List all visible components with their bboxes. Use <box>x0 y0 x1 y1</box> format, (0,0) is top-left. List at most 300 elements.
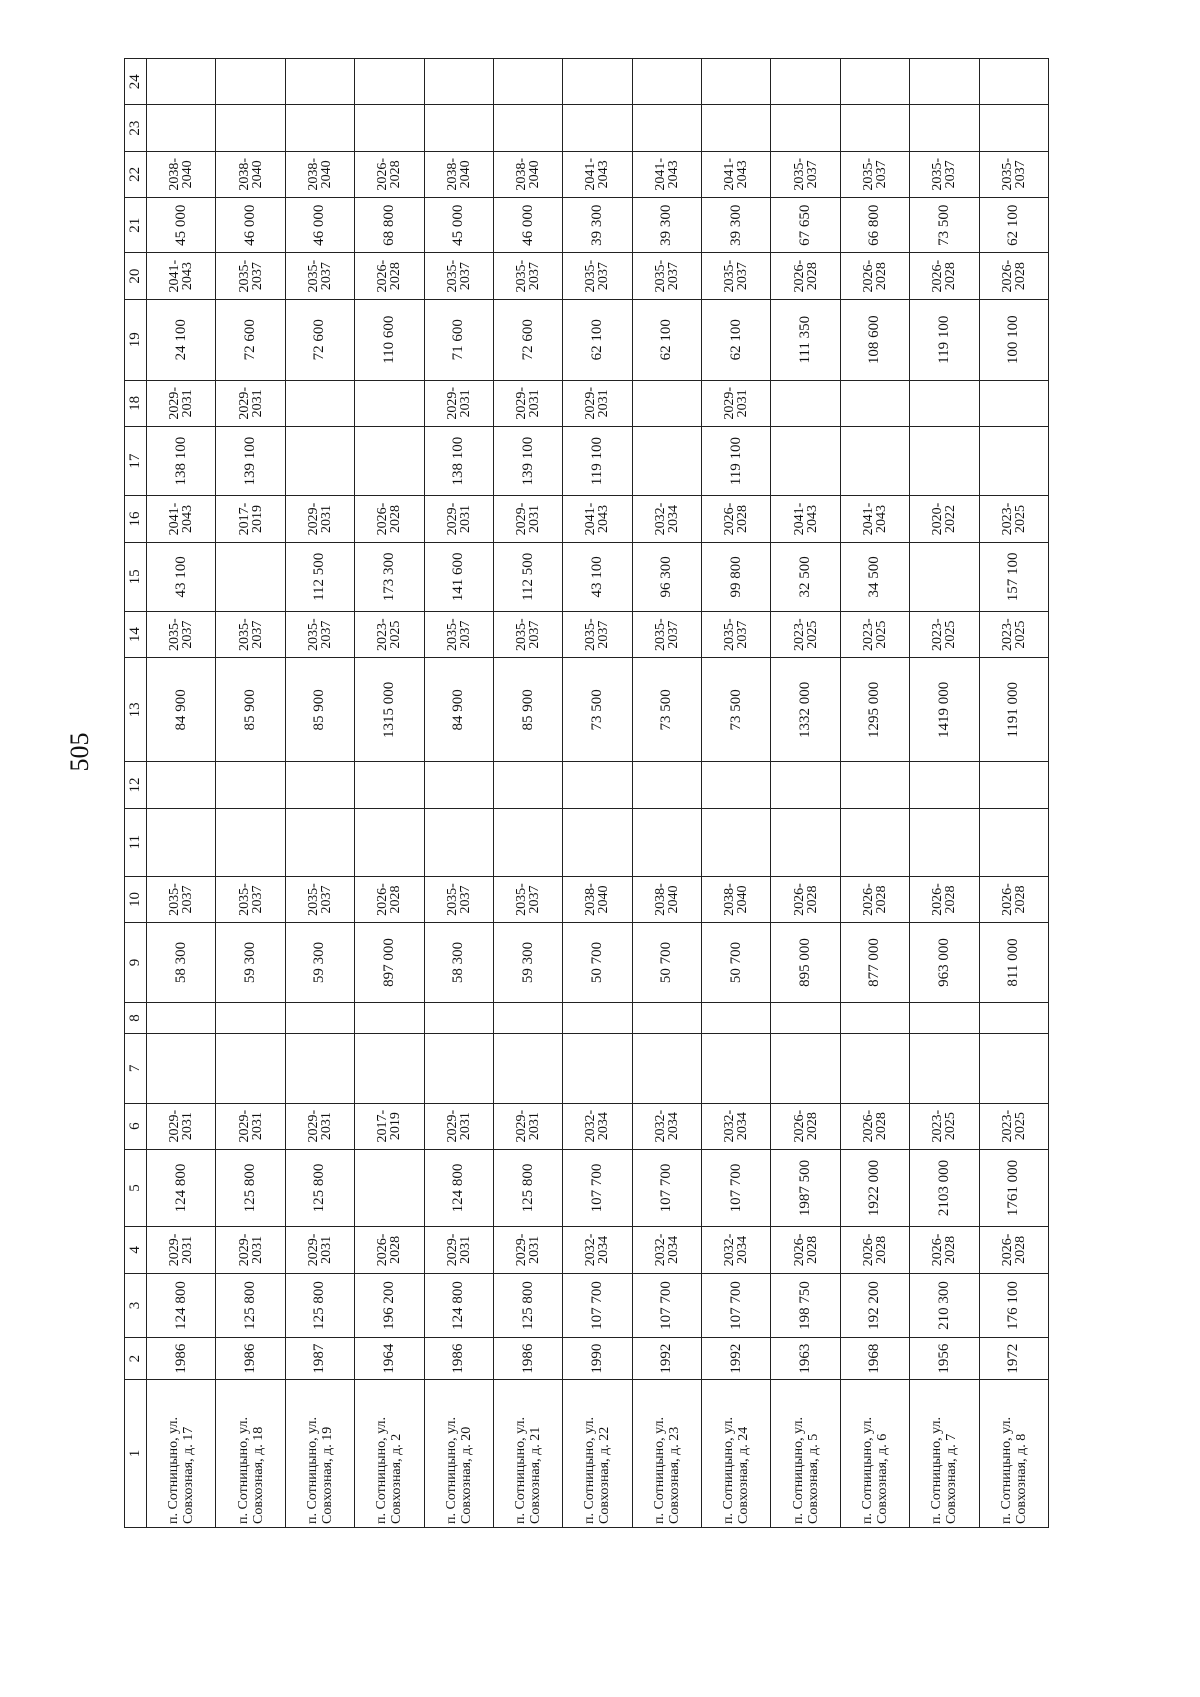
value-cell <box>285 762 354 808</box>
column-number: 8 <box>125 1002 147 1033</box>
period-cell: 2035-2037 <box>216 612 285 658</box>
value-cell <box>632 105 701 151</box>
value-cell: 125 800 <box>493 1273 562 1338</box>
value-cell: 1295 000 <box>840 658 909 762</box>
column-number: 16 <box>125 496 147 542</box>
value-cell: 73 500 <box>702 658 771 762</box>
period-cell <box>910 380 979 426</box>
period-cell: 2032-2034 <box>632 1227 701 1273</box>
value-cell <box>632 59 701 105</box>
period-cell: 2026-2028 <box>771 253 840 299</box>
column-number: 18 <box>125 380 147 426</box>
value-cell <box>632 1034 701 1103</box>
value-cell: 107 700 <box>632 1149 701 1226</box>
value-cell <box>355 59 424 105</box>
value-cell <box>424 762 493 808</box>
column-number: 14 <box>125 612 147 658</box>
value-cell <box>632 762 701 808</box>
table-row <box>563 59 632 1528</box>
address-cell: п. Сотницыно, ул. Совхозная, д. 7 <box>910 1379 979 1527</box>
period-cell: 2029-2031 <box>702 380 771 426</box>
value-cell: 73 500 <box>632 658 701 762</box>
value-cell <box>216 542 285 611</box>
table-row <box>771 59 840 1528</box>
value-cell <box>979 1002 1049 1033</box>
column-number: 20 <box>125 253 147 299</box>
value-cell: 119 100 <box>702 426 771 495</box>
value-cell <box>285 808 354 876</box>
period-cell: 2026-2028 <box>840 876 909 922</box>
address-cell: п. Сотницыно, ул. Совхозная, д. 22 <box>563 1379 632 1527</box>
value-cell <box>563 1002 632 1033</box>
period-cell: 2026-2028 <box>910 253 979 299</box>
period-cell: 2026-2028 <box>771 1227 840 1273</box>
period-cell: 2029-2031 <box>147 380 216 426</box>
value-cell: 119 100 <box>910 299 979 380</box>
period-cell: 2023-2025 <box>910 612 979 658</box>
period-cell: 2029-2031 <box>285 496 354 542</box>
period-cell: 2029-2031 <box>424 1227 493 1273</box>
value-cell: 139 100 <box>493 426 562 495</box>
period-cell: 2029-2031 <box>493 496 562 542</box>
value-cell: 125 800 <box>216 1149 285 1226</box>
address-cell: п. Сотницыно, ул. Совхозная, д. 5 <box>771 1379 840 1527</box>
column-number: 21 <box>125 197 147 253</box>
value-cell <box>147 762 216 808</box>
value-cell <box>285 1034 354 1103</box>
value-cell: 107 700 <box>632 1273 701 1338</box>
value-cell <box>840 59 909 105</box>
value-cell <box>702 1034 771 1103</box>
column-number: 22 <box>125 151 147 197</box>
period-cell: 2035-2037 <box>563 612 632 658</box>
page-number: 505 <box>65 732 94 772</box>
table-row <box>632 59 701 1528</box>
value-cell: 138 100 <box>147 426 216 495</box>
value-cell: 46 000 <box>493 197 562 253</box>
value-cell: 107 700 <box>563 1149 632 1226</box>
value-cell: 192 200 <box>840 1273 909 1338</box>
value-cell: 138 100 <box>424 426 493 495</box>
period-cell: 2035-2037 <box>493 876 562 922</box>
value-cell: 1956 <box>910 1338 979 1380</box>
value-cell <box>771 1034 840 1103</box>
period-cell: 2026-2028 <box>910 1227 979 1273</box>
value-cell <box>493 1002 562 1033</box>
value-cell: 1986 <box>424 1338 493 1380</box>
column-number: 9 <box>125 923 147 1003</box>
period-cell: 2032-2034 <box>563 1227 632 1273</box>
value-cell: 141 600 <box>424 542 493 611</box>
address-cell: п. Сотницыно, ул. Совхозная, д. 21 <box>493 1379 562 1527</box>
value-cell: 1986 <box>216 1338 285 1380</box>
value-cell <box>147 105 216 151</box>
value-cell <box>702 59 771 105</box>
period-cell: 2035-2037 <box>216 253 285 299</box>
period-cell: 2035-2037 <box>632 253 701 299</box>
value-cell: 43 100 <box>147 542 216 611</box>
value-cell: 62 100 <box>702 299 771 380</box>
value-cell: 1990 <box>563 1338 632 1380</box>
value-cell <box>771 59 840 105</box>
value-cell <box>424 105 493 151</box>
column-number: 11 <box>125 808 147 876</box>
value-cell <box>493 105 562 151</box>
period-cell: 2026-2028 <box>355 151 424 197</box>
period-cell: 2035-2037 <box>771 151 840 197</box>
column-number: 19 <box>125 299 147 380</box>
value-cell <box>216 762 285 808</box>
column-number: 7 <box>125 1034 147 1103</box>
value-cell: 62 100 <box>632 299 701 380</box>
value-cell <box>563 59 632 105</box>
value-cell: 1964 <box>355 1338 424 1380</box>
value-cell: 59 300 <box>285 923 354 1003</box>
value-cell <box>216 808 285 876</box>
period-cell: 2023-2025 <box>840 612 909 658</box>
value-cell <box>285 105 354 151</box>
column-number: 13 <box>125 658 147 762</box>
value-cell <box>910 542 979 611</box>
value-cell: 124 800 <box>147 1149 216 1226</box>
value-cell: 198 750 <box>771 1273 840 1338</box>
value-cell: 24 100 <box>147 299 216 380</box>
value-cell <box>285 1002 354 1033</box>
value-cell: 124 800 <box>424 1149 493 1226</box>
value-cell: 107 700 <box>702 1273 771 1338</box>
value-cell: 43 100 <box>563 542 632 611</box>
period-cell: 2035-2037 <box>424 253 493 299</box>
period-cell: 2038-2040 <box>702 876 771 922</box>
value-cell: 176 100 <box>979 1273 1049 1338</box>
value-cell: 1987 <box>285 1338 354 1380</box>
period-cell: 2029-2031 <box>216 1227 285 1273</box>
period-cell: 2035-2037 <box>979 151 1049 197</box>
value-cell: 1992 <box>632 1338 701 1380</box>
value-cell: 45 000 <box>147 197 216 253</box>
period-cell: 2023-2025 <box>979 1103 1049 1149</box>
period-cell: 2035-2037 <box>632 612 701 658</box>
period-cell: 2032-2034 <box>632 1103 701 1149</box>
address-cell: п. Сотницыно, ул. Совхозная, д. 18 <box>216 1379 285 1527</box>
value-cell <box>840 105 909 151</box>
period-cell: 2035-2037 <box>563 253 632 299</box>
value-cell: 73 500 <box>563 658 632 762</box>
column-number: 23 <box>125 105 147 151</box>
period-cell: 2035-2037 <box>702 253 771 299</box>
value-cell <box>702 1002 771 1033</box>
value-cell <box>355 808 424 876</box>
period-cell: 2026-2028 <box>771 1103 840 1149</box>
period-cell: 2029-2031 <box>424 380 493 426</box>
value-cell: 1986 <box>493 1338 562 1380</box>
value-cell: 50 700 <box>632 923 701 1003</box>
column-number: 5 <box>125 1149 147 1226</box>
address-cell: п. Сотницыно, ул. Совхозная, д. 6 <box>840 1379 909 1527</box>
period-cell: 2026-2028 <box>355 496 424 542</box>
value-cell <box>355 426 424 495</box>
value-cell: 96 300 <box>632 542 701 611</box>
period-cell: 2032-2034 <box>702 1227 771 1273</box>
value-cell: 66 800 <box>840 197 909 253</box>
value-cell <box>563 808 632 876</box>
period-cell: 2029-2031 <box>216 380 285 426</box>
value-cell: 112 500 <box>493 542 562 611</box>
rotated-table-wrapper <box>124 58 1049 1528</box>
value-cell <box>979 808 1049 876</box>
value-cell: 34 500 <box>840 542 909 611</box>
value-cell: 1761 000 <box>979 1149 1049 1226</box>
column-number: 24 <box>125 59 147 105</box>
address-cell: п. Сотницыно, ул. Совхозная, д. 19 <box>285 1379 354 1527</box>
period-cell: 2017-2019 <box>216 496 285 542</box>
value-cell: 107 700 <box>563 1273 632 1338</box>
period-cell: 2029-2031 <box>493 380 562 426</box>
value-cell: 1315 000 <box>355 658 424 762</box>
table-body <box>125 59 1049 1528</box>
period-cell: 2023-2025 <box>979 496 1049 542</box>
period-cell: 2041-2043 <box>147 253 216 299</box>
value-cell: 73 500 <box>910 197 979 253</box>
period-cell <box>979 380 1049 426</box>
table-row <box>285 59 354 1528</box>
period-cell: 2035-2037 <box>285 612 354 658</box>
value-cell: 125 800 <box>285 1149 354 1226</box>
period-cell: 2041-2043 <box>840 496 909 542</box>
column-number: 4 <box>125 1227 147 1273</box>
table-row <box>493 59 562 1528</box>
table-row <box>979 59 1049 1528</box>
period-cell: 2035-2037 <box>424 876 493 922</box>
period-cell: 2023-2025 <box>910 1103 979 1149</box>
value-cell <box>216 1034 285 1103</box>
value-cell <box>424 59 493 105</box>
period-cell: 2023-2025 <box>979 612 1049 658</box>
period-cell: 2029-2031 <box>493 1103 562 1149</box>
period-cell: 2041-2043 <box>771 496 840 542</box>
value-cell <box>840 426 909 495</box>
value-cell: 46 000 <box>216 197 285 253</box>
period-cell: 2026-2028 <box>979 1227 1049 1273</box>
value-cell: 139 100 <box>216 426 285 495</box>
value-cell <box>632 808 701 876</box>
period-cell: 2029-2031 <box>147 1227 216 1273</box>
value-cell: 2103 000 <box>910 1149 979 1226</box>
value-cell: 108 600 <box>840 299 909 380</box>
value-cell: 72 600 <box>493 299 562 380</box>
period-cell: 2032-2034 <box>702 1103 771 1149</box>
value-cell: 125 800 <box>216 1273 285 1338</box>
value-cell: 895 000 <box>771 923 840 1003</box>
value-cell: 107 700 <box>702 1149 771 1226</box>
value-cell <box>702 808 771 876</box>
period-cell: 2029-2031 <box>285 1103 354 1149</box>
value-cell <box>355 1002 424 1033</box>
period-cell: 2026-2028 <box>979 253 1049 299</box>
column-number: 17 <box>125 426 147 495</box>
table-row <box>910 59 979 1528</box>
period-cell: 2026-2028 <box>702 496 771 542</box>
value-cell <box>771 808 840 876</box>
value-cell <box>493 762 562 808</box>
period-cell: 2023-2025 <box>771 612 840 658</box>
value-cell: 85 900 <box>285 658 354 762</box>
period-cell: 2026-2028 <box>840 1103 909 1149</box>
value-cell: 84 900 <box>424 658 493 762</box>
value-cell: 125 800 <box>285 1273 354 1338</box>
column-number: 12 <box>125 762 147 808</box>
value-cell <box>285 59 354 105</box>
value-cell: 50 700 <box>702 923 771 1003</box>
value-cell <box>979 59 1049 105</box>
address-cell: п. Сотницыно, ул. Совхозная, д. 8 <box>979 1379 1049 1527</box>
value-cell: 71 600 <box>424 299 493 380</box>
value-cell: 110 600 <box>355 299 424 380</box>
value-cell <box>147 59 216 105</box>
period-cell: 2038-2040 <box>563 876 632 922</box>
value-cell <box>355 1034 424 1103</box>
value-cell <box>979 1034 1049 1103</box>
period-cell: 2029-2031 <box>563 380 632 426</box>
value-cell <box>979 105 1049 151</box>
period-cell: 2029-2031 <box>147 1103 216 1149</box>
period-cell: 2035-2037 <box>147 612 216 658</box>
value-cell <box>840 1002 909 1033</box>
period-cell: 2041-2043 <box>563 496 632 542</box>
period-cell: 2035-2037 <box>910 151 979 197</box>
value-cell <box>979 762 1049 808</box>
value-cell: 1968 <box>840 1338 909 1380</box>
value-cell <box>493 1034 562 1103</box>
value-cell: 39 300 <box>632 197 701 253</box>
value-cell <box>632 1002 701 1033</box>
value-cell: 1191 000 <box>979 658 1049 762</box>
value-cell: 1922 000 <box>840 1149 909 1226</box>
value-cell <box>563 762 632 808</box>
period-cell <box>355 380 424 426</box>
value-cell: 67 650 <box>771 197 840 253</box>
value-cell: 84 900 <box>147 658 216 762</box>
value-cell: 39 300 <box>563 197 632 253</box>
value-cell <box>840 762 909 808</box>
column-number: 2 <box>125 1338 147 1380</box>
period-cell: 2026-2028 <box>840 1227 909 1273</box>
period-cell: 2035-2037 <box>493 253 562 299</box>
value-cell <box>355 762 424 808</box>
table-row <box>424 59 493 1528</box>
column-number: 3 <box>125 1273 147 1338</box>
period-cell <box>840 380 909 426</box>
value-cell <box>285 426 354 495</box>
value-cell: 877 000 <box>840 923 909 1003</box>
period-cell: 2032-2034 <box>563 1103 632 1149</box>
value-cell: 62 100 <box>563 299 632 380</box>
period-cell: 2038-2040 <box>285 151 354 197</box>
period-cell: 2029-2031 <box>424 1103 493 1149</box>
value-cell: 157 100 <box>979 542 1049 611</box>
value-cell: 963 000 <box>910 923 979 1003</box>
value-cell: 1963 <box>771 1338 840 1380</box>
value-cell: 62 100 <box>979 197 1049 253</box>
address-cell: п. Сотницыно, ул. Совхозная, д. 17 <box>147 1379 216 1527</box>
period-cell: 2041-2043 <box>702 151 771 197</box>
value-cell <box>979 426 1049 495</box>
period-cell: 2017-2019 <box>355 1103 424 1149</box>
period-cell: 2035-2037 <box>285 253 354 299</box>
value-cell <box>216 105 285 151</box>
period-cell: 2038-2040 <box>216 151 285 197</box>
value-cell <box>771 762 840 808</box>
value-cell: 173 300 <box>355 542 424 611</box>
value-cell: 1972 <box>979 1338 1049 1380</box>
value-cell <box>910 105 979 151</box>
period-cell: 2035-2037 <box>702 612 771 658</box>
value-cell: 1987 500 <box>771 1149 840 1226</box>
table-row <box>702 59 771 1528</box>
value-cell <box>771 426 840 495</box>
period-cell: 2041-2043 <box>563 151 632 197</box>
period-cell: 2029-2031 <box>216 1103 285 1149</box>
value-cell <box>424 1034 493 1103</box>
period-cell: 2041-2043 <box>632 151 701 197</box>
period-cell: 2038-2040 <box>147 151 216 197</box>
address-cell: п. Сотницыно, ул. Совхозная, д. 24 <box>702 1379 771 1527</box>
period-cell: 2026-2028 <box>979 876 1049 922</box>
table-row <box>355 59 424 1528</box>
value-cell <box>424 1002 493 1033</box>
period-cell: 2020-2022 <box>910 496 979 542</box>
value-cell <box>910 808 979 876</box>
period-cell: 2023-2025 <box>355 612 424 658</box>
column-number: 15 <box>125 542 147 611</box>
value-cell <box>216 59 285 105</box>
period-cell: 2026-2028 <box>355 1227 424 1273</box>
period-cell: 2029-2031 <box>424 496 493 542</box>
value-cell: 125 800 <box>493 1149 562 1226</box>
value-cell: 1332 000 <box>771 658 840 762</box>
period-cell: 2035-2037 <box>424 612 493 658</box>
period-cell <box>632 380 701 426</box>
value-cell <box>702 105 771 151</box>
period-cell: 2035-2037 <box>285 876 354 922</box>
value-cell <box>493 808 562 876</box>
value-cell: 1986 <box>147 1338 216 1380</box>
value-cell <box>910 1002 979 1033</box>
period-cell: 2035-2037 <box>216 876 285 922</box>
value-cell: 111 350 <box>771 299 840 380</box>
value-cell <box>910 59 979 105</box>
data-table <box>124 58 1049 1528</box>
value-cell: 72 600 <box>285 299 354 380</box>
value-cell: 897 000 <box>355 923 424 1003</box>
period-cell: 2038-2040 <box>493 151 562 197</box>
value-cell <box>355 105 424 151</box>
table-row <box>147 59 216 1528</box>
period-cell <box>285 380 354 426</box>
value-cell: 210 300 <box>910 1273 979 1338</box>
period-cell: 2026-2028 <box>771 876 840 922</box>
column-number: 1 <box>125 1379 147 1527</box>
period-cell: 2038-2040 <box>424 151 493 197</box>
value-cell: 68 800 <box>355 197 424 253</box>
value-cell: 85 900 <box>493 658 562 762</box>
value-cell: 196 200 <box>355 1273 424 1338</box>
value-cell: 59 300 <box>216 923 285 1003</box>
value-cell <box>563 1034 632 1103</box>
value-cell: 124 800 <box>424 1273 493 1338</box>
value-cell <box>493 59 562 105</box>
value-cell: 72 600 <box>216 299 285 380</box>
